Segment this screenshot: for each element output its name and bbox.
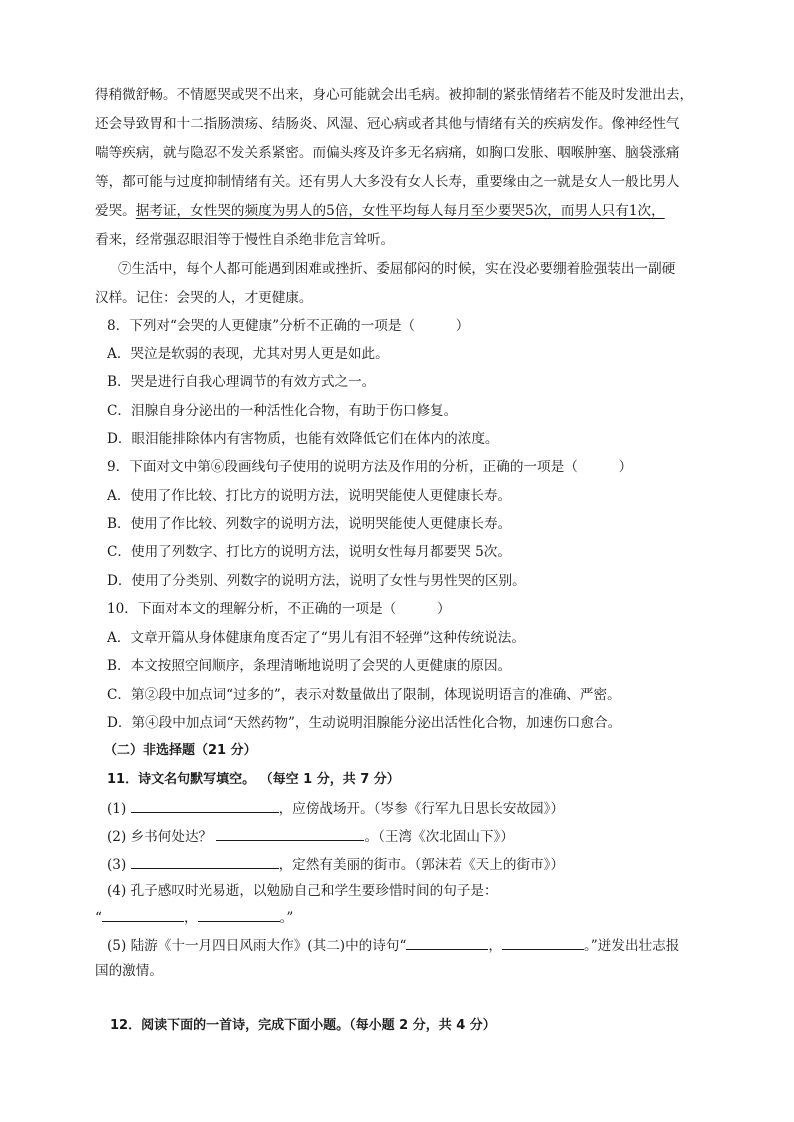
passage-line-1: 得稍微舒畅。不情愿哭或哭不出来，身心可能就会出毛病。被抑制的紧张情绪若不能及时发泄出去， <box>95 87 694 103</box>
passage-line-2: 还会导致胃和十二指肠溃疡、结肠炎、风湿、冠心病或者其他与情绪有关的疾病发作。像神经性气 <box>95 116 680 132</box>
question-11-item-3: (3) ，定然有美丽的街市。（郭沫若《天上的街市》） <box>107 854 717 875</box>
passage-line-6: 看来，经常强忍眼泪等于慢性自杀绝非危言耸听。 <box>95 232 395 248</box>
answer-blank-1[interactable] <box>131 798 279 813</box>
passage-line-4: 等，都可能与过度抑制情绪有关。还有男人大多没有女人长寿，重要缘由之一就是女人一般比男人 <box>95 174 680 190</box>
paragraph-7-line-1: ⑦生活中，每个人都可能遇到困难或挫折、委屈郁闷的时候，实在没必要绷着脸强装出一副硬 <box>118 261 676 277</box>
question-8-option-a: A．哭泣是软弱的表现，尤其对男人更是如此。 <box>107 346 389 362</box>
question-11-item-4-answer: “ ， 。” <box>95 907 705 928</box>
section-2-title: （二）非选择题（21 分） <box>104 743 257 758</box>
question-9-option-d: D．使用了分类别、列数字的说明方法，说明了女性与男性哭的区别。 <box>107 573 526 589</box>
question-11-item-2: (2) 乡书何处达？ 。（王湾《次北固山下》） <box>107 826 717 847</box>
passage-line-3: 喘等疾病，就与隐忍不发关系紧密。而偏头疼及许多无名病痛，如胸口发胀、咽喉肿塞、脑袋涨痛 <box>95 145 680 161</box>
question-8-stem: 8．下列对“会哭的人更健康”分析不正确的一项是（ ） <box>107 318 470 334</box>
question-9-option-c: C．使用了列数字、打比方的说明方法，说明女性每月都要哭 5次。 <box>107 544 511 560</box>
question-11-item-5-line-2: 国的激情。 <box>95 963 163 979</box>
question-11-stem: 11．诗文名句默写填空。 （每空 1 分，共 7 分） <box>107 772 400 787</box>
question-11-item-4: (4) 孔子感叹时光易逝，以勉励自己和学生要珍惜时间的句子是： <box>107 883 498 899</box>
question-12-stem: 12．阅读下面的一首诗，完成下面小题。（每小题 2 分，共 4 分） <box>110 1018 496 1033</box>
paragraph-7-line-2: 汉样。记住：会哭的人，才更健康。 <box>95 290 313 306</box>
answer-blank-3[interactable] <box>131 854 279 869</box>
passage-line-5 <box>95 201 705 221</box>
question-8-option-c: C．泪腺自身分泌出的一种活性化合物，有助于伤口修复。 <box>107 403 458 419</box>
passage-line-5-start: 爱哭。 <box>95 203 136 219</box>
question-10-option-d: D．第④段中加点词“天然药物”，生动说明泪腺能分泌出活性化合物，加速伤口愈合。 <box>107 715 622 731</box>
question-10-option-c: C．第②段中加点词“过多的”，表示对数量做出了限制，体现说明语言的准确、严密。 <box>107 687 621 703</box>
answer-blank-4a[interactable] <box>102 907 184 922</box>
answer-blank-5b[interactable] <box>502 935 584 950</box>
answer-blank-2[interactable] <box>216 826 364 841</box>
question-9-stem: 9．下面对文中第⑥段画线句子使用的说明方法及作用的分析，正确的一项是（ ） <box>107 459 633 475</box>
answer-blank-4b[interactable] <box>198 907 280 922</box>
answer-blank-5a[interactable] <box>406 935 488 950</box>
question-10-option-a: A．文章开篇从身体健康角度否定了“男儿有泪不轻弹”这种传统说法。 <box>107 630 525 646</box>
question-10-option-b: B．本文按照空间顺序，条理清晰地说明了会哭的人更健康的原因。 <box>107 658 512 674</box>
question-8-option-b: B．哭是进行自我心理调节的有效方式之一。 <box>107 374 376 390</box>
question-10-stem: 10．下面对本文的理解分析，不正确的一项是（ ） <box>107 601 451 617</box>
question-9-option-a: A．使用了作比较、打比方的说明方法，说明哭能使人更健康长寿。 <box>107 488 512 504</box>
question-9-option-b: B．使用了作比较、列数字的说明方法，说明哭能使人更健康长寿。 <box>107 516 512 532</box>
question-8-option-d: D．眼泪能排除体内有害物质，也能有效降低它们在体内的浓度。 <box>107 431 499 447</box>
underlined-sentence: 据考证，女性哭的频度为男人的5倍，女性平均每人每月至少要哭5次，而男人只有1次， <box>135 203 665 219</box>
question-11-item-1: (1) ，应傍战场开。（岑参《行军九日思长安故园》） <box>107 798 717 819</box>
question-11-item-5: (5) 陆游《十一月四日风雨大作》(其二)中的诗句“ ， 。”迸发出壮志报 <box>107 935 717 956</box>
